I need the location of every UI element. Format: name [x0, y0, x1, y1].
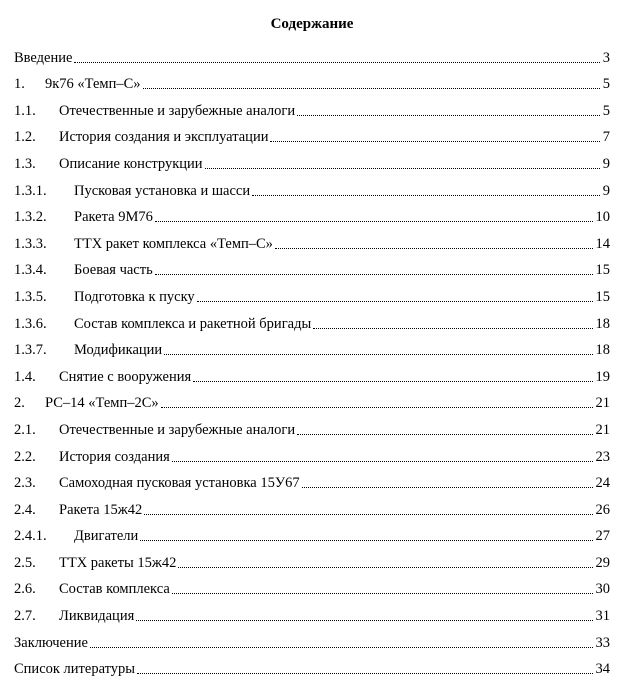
toc-title: Содержание — [270, 16, 354, 32]
toc-entry-number: 1.3.3. — [14, 235, 47, 252]
toc-entry-number: 2. — [14, 395, 25, 412]
toc-entry[interactable] — [14, 466, 610, 493]
toc-entry-page: 29 — [595, 554, 610, 571]
toc-entry-page: 19 — [595, 368, 610, 385]
toc-entry-number: 1.3.7. — [14, 342, 47, 359]
dot-leader — [90, 646, 593, 648]
toc-entry-page: 10 — [595, 209, 610, 226]
toc-entry-label: ТТХ ракет комплекса «Темп–С» — [74, 235, 273, 252]
toc-entry-label: Пусковая установка и шасси — [74, 182, 251, 199]
toc-entry-number: 1.3. — [14, 155, 36, 172]
toc-entry[interactable] — [14, 200, 610, 227]
toc-entry-label: Самоходная пусковая установка 15У67 — [59, 475, 300, 492]
toc-entry-number: 1.3.2. — [14, 209, 47, 226]
toc-entry[interactable] — [14, 412, 610, 439]
toc-entry[interactable] — [14, 306, 610, 333]
toc-entry-number: 2.4. — [14, 501, 36, 518]
toc-entry-label: Введение — [14, 49, 73, 66]
toc-entry-page: 18 — [595, 342, 610, 359]
dot-leader — [297, 433, 592, 435]
toc-entry-page: 31 — [595, 608, 610, 625]
toc-entry-page: 34 — [595, 661, 610, 678]
toc-entry-page: 33 — [595, 634, 610, 651]
toc-entry-page: 15 — [595, 288, 610, 305]
toc-entry-label: Ракета 9М76 — [74, 209, 153, 226]
toc-entry-label: Боевая часть — [74, 262, 153, 279]
toc-entry-number: 2.6. — [14, 581, 36, 598]
dot-leader — [140, 539, 592, 541]
toc-entry[interactable] — [14, 652, 610, 679]
toc-entry-label: Снятие с вооружения — [59, 368, 192, 385]
toc-entry[interactable] — [14, 519, 610, 546]
toc-entry[interactable] — [14, 173, 610, 200]
toc-entry-page: 23 — [595, 448, 610, 465]
toc-entry-page: 3 — [602, 49, 610, 66]
toc-entry-label: Заключение — [14, 634, 88, 651]
toc-entry-label: ТТХ ракеты 15ж42 — [59, 554, 177, 571]
toc-entry-number: 1.1. — [14, 102, 36, 119]
toc-entry-page: 9 — [602, 155, 610, 172]
toc-entry-label: Ликвидация — [59, 608, 135, 625]
dot-leader — [136, 619, 592, 621]
toc-entry-label: Модификации — [74, 342, 163, 359]
dot-leader — [197, 300, 593, 302]
toc-entry-page: 27 — [595, 528, 610, 545]
toc-entry[interactable] — [14, 439, 610, 466]
toc-entry-page: 14 — [595, 235, 610, 252]
dot-leader — [172, 460, 593, 462]
toc-entry-label: Состав комплекса и ракетной бригады — [74, 315, 312, 332]
toc-entry[interactable] — [14, 386, 610, 413]
toc-entry[interactable] — [14, 625, 610, 652]
toc-entry-label: Список литературы — [14, 661, 136, 678]
toc-entry[interactable] — [14, 253, 610, 280]
toc-entry-page: 15 — [595, 262, 610, 279]
toc-entry-page: 26 — [595, 501, 610, 518]
toc-entry-number: 2.7. — [14, 608, 36, 625]
dot-leader — [137, 672, 592, 674]
toc-entry-number: 2.2. — [14, 448, 36, 465]
toc-entry-label: Состав комплекса — [59, 581, 170, 598]
toc-entry[interactable] — [14, 93, 610, 120]
toc-entry[interactable] — [14, 333, 610, 360]
dot-leader — [164, 353, 592, 355]
dot-leader — [155, 220, 593, 222]
dot-leader — [74, 61, 599, 63]
toc-entry-number: 1.3.5. — [14, 288, 47, 305]
dot-leader — [275, 247, 593, 249]
toc-entry-label: 9к76 «Темп–С» — [45, 76, 141, 93]
toc-entry-label: Двигатели — [74, 528, 139, 545]
toc-entry[interactable] — [14, 226, 610, 253]
dot-leader — [143, 87, 600, 89]
dot-leader — [172, 592, 593, 594]
toc-entry[interactable] — [14, 279, 610, 306]
toc-entry[interactable] — [14, 120, 610, 147]
toc-entry[interactable] — [14, 146, 610, 173]
toc-entry-label: Описание конструкции — [59, 155, 203, 172]
toc-entry-label: РС–14 «Темп–2С» — [45, 395, 159, 412]
table-of-contents — [14, 40, 610, 678]
toc-entry[interactable] — [14, 492, 610, 519]
toc-entry-label: История создания — [59, 448, 170, 465]
toc-entry-label: Отечественные и зарубежные аналоги — [59, 421, 296, 438]
dot-leader — [313, 327, 592, 329]
toc-entry-number: 1.3.1. — [14, 182, 47, 199]
toc-entry[interactable] — [14, 545, 610, 572]
toc-entry-label: История создания и эксплуатации — [59, 129, 269, 146]
dot-leader — [270, 140, 599, 142]
dot-leader — [205, 167, 600, 169]
toc-entry[interactable] — [14, 67, 610, 94]
dot-leader — [252, 194, 600, 196]
dot-leader — [302, 486, 593, 488]
toc-entry-page: 9 — [602, 182, 610, 199]
toc-entry-page: 7 — [602, 129, 610, 146]
toc-entry-number: 1.3.6. — [14, 315, 47, 332]
dot-leader — [144, 513, 592, 515]
toc-entry-page: 5 — [602, 76, 610, 93]
dot-leader — [178, 566, 592, 568]
dot-leader — [193, 380, 592, 382]
toc-entry-number: 2.4.1. — [14, 528, 47, 545]
toc-entry-number: 1.2. — [14, 129, 36, 146]
toc-entry-page: 21 — [595, 421, 610, 438]
toc-entry-number: 2.3. — [14, 475, 36, 492]
toc-entry-page: 24 — [595, 475, 610, 492]
toc-entry-number: 1. — [14, 76, 25, 93]
toc-entry-number: 2.5. — [14, 554, 36, 571]
toc-entry-label: Отечественные и зарубежные аналоги — [59, 102, 296, 119]
dot-leader — [161, 406, 593, 408]
toc-entry[interactable] — [14, 598, 610, 625]
toc-entry-number: 1.4. — [14, 368, 36, 385]
toc-entry[interactable] — [14, 572, 610, 599]
toc-entry[interactable] — [14, 359, 610, 386]
dot-leader — [155, 273, 593, 275]
dot-leader — [297, 114, 600, 116]
toc-entry-page: 21 — [595, 395, 610, 412]
toc-entry-label: Ракета 15ж42 — [59, 501, 143, 518]
toc-entry-page: 30 — [595, 581, 610, 598]
toc-entry[interactable] — [14, 40, 610, 67]
toc-entry-number: 1.3.4. — [14, 262, 47, 279]
toc-entry-number: 2.1. — [14, 421, 36, 438]
toc-entry-label: Подготовка к пуску — [74, 288, 195, 305]
toc-entry-page: 18 — [595, 315, 610, 332]
toc-entry-page: 5 — [602, 102, 610, 119]
